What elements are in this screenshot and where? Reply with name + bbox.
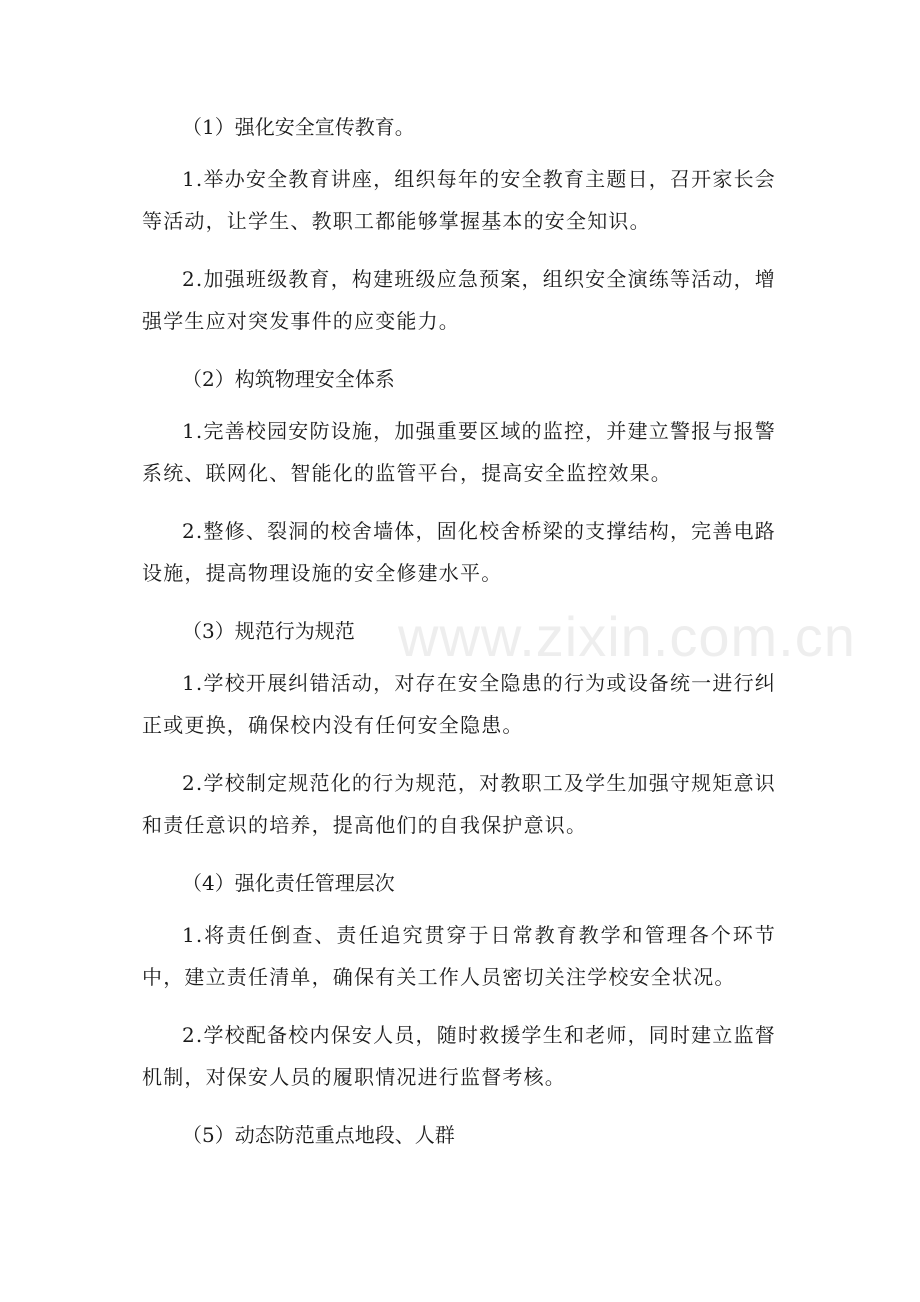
watermark: www.zixin.com.cn bbox=[398, 605, 856, 668]
paragraph-4-2: 2.学校配备校内保安人员，随时救援学生和老师，同时建立监督机制，对保安人员的履职情况进行监督考核。 bbox=[142, 1023, 776, 1089]
section-heading-2: （2）构筑物理安全体系 bbox=[182, 367, 395, 391]
section-heading-1: （1）强化安全宣传教育。 bbox=[182, 115, 415, 139]
paragraph-2-2: 2.整修、裂洞的校舍墙体，固化校舍桥梁的支撑结构，完善电路设施，提高物理设施的安全修建水平。 bbox=[142, 519, 776, 585]
section-heading-3: （3）规范行为规范 bbox=[182, 619, 355, 643]
section-heading-5: （5）动态防范重点地段、人群 bbox=[182, 1123, 455, 1147]
paragraph-1-2: 2.加强班级教育，构建班级应急预案，组织安全演练等活动，增强学生应对突发事件的应变能力。 bbox=[142, 267, 776, 333]
paragraph-2-1: 1.完善校园安防设施，加强重要区域的监控，并建立警报与报警系统、联网化、智能化的监管平台，提高安全监控效果。 bbox=[142, 419, 776, 485]
paragraph-1-1: 1.举办安全教育讲座，组织每年的安全教育主题日，召开家长会等活动，让学生、教职工都能够掌握基本的安全知识。 bbox=[142, 167, 776, 233]
paragraph-3-1: 1.学校开展纠错活动，对存在安全隐患的行为或设备统一进行纠正或更换，确保校内没有任何安全隐患。 bbox=[142, 671, 776, 737]
document-body bbox=[142, 106, 776, 1166]
paragraph-3-2: 2.学校制定规范化的行为规范，对教职工及学生加强守规矩意识和责任意识的培养，提高他们的自我保护意识。 bbox=[142, 771, 776, 837]
section-heading-4: （4）强化责任管理层次 bbox=[182, 871, 395, 895]
paragraph-4-1: 1.将责任倒查、责任追究贯穿于日常教育教学和管理各个环节中，建立责任清单，确保有关工作人员密切关注学校安全状况。 bbox=[142, 923, 776, 989]
